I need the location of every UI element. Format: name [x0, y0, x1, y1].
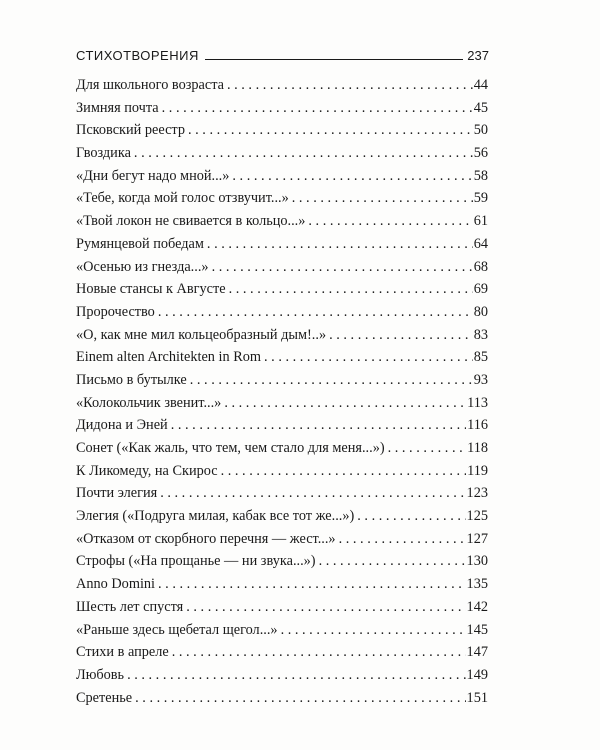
toc-entry	[76, 327, 488, 350]
toc-entry	[76, 190, 488, 213]
dot-leader	[388, 440, 466, 457]
toc-entry-page: 69	[473, 281, 488, 298]
dot-leader	[127, 667, 465, 684]
toc-entry-page: 142	[466, 598, 488, 615]
running-header	[76, 44, 489, 66]
toc-entry-page: 147	[466, 644, 488, 661]
toc-entry	[76, 304, 488, 327]
dot-leader	[186, 599, 465, 616]
toc-entry	[76, 576, 488, 599]
table-of-contents	[76, 77, 488, 712]
toc-entry-title: Шесть лет спустя	[76, 598, 184, 615]
dot-leader	[227, 77, 473, 94]
toc-entry-page: 83	[473, 326, 488, 343]
toc-entry	[76, 100, 488, 123]
toc-entry-page: 116	[467, 417, 488, 434]
toc-entry	[76, 372, 488, 395]
toc-entry-page: 61	[473, 213, 488, 230]
toc-entry-page: 151	[466, 689, 488, 706]
toc-entry-page: 44	[473, 77, 488, 93]
toc-entry-title: «Отказом от скорбного перечня — жест...»	[76, 530, 336, 547]
toc-entry-page: 113	[467, 394, 488, 411]
toc-entry-page: 58	[473, 167, 488, 184]
toc-entry-title: «Тебе, когда мой голос отзвучит...»	[76, 190, 289, 207]
toc-entry-title: Псковский реестр	[76, 122, 185, 139]
dot-leader	[292, 190, 473, 207]
dot-leader	[134, 145, 473, 162]
dot-leader	[158, 304, 473, 321]
toc-entry-page: 80	[473, 303, 488, 320]
toc-entry	[76, 508, 488, 531]
toc-entry	[76, 122, 488, 145]
toc-entry	[76, 599, 488, 622]
dot-leader	[229, 281, 473, 298]
toc-entry-title: Гвоздика	[76, 145, 131, 162]
dot-leader	[357, 508, 465, 525]
header-rule	[205, 59, 463, 60]
toc-entry-title: Anno Domini	[76, 576, 156, 593]
toc-entry	[76, 553, 488, 576]
toc-entry-title: «Колокольчик звенит...»	[76, 394, 222, 411]
toc-entry	[76, 417, 488, 440]
page-number: 237	[467, 48, 489, 63]
toc-entry-title: «Дни бегут надо мной...»	[76, 167, 230, 184]
toc-entry	[76, 644, 488, 667]
toc-entry-page: 85	[473, 349, 488, 366]
toc-entry	[76, 349, 488, 372]
dot-leader	[171, 417, 466, 434]
toc-entry-page: 64	[473, 235, 488, 252]
dot-leader	[308, 213, 472, 230]
dot-leader	[207, 236, 473, 253]
dot-leader	[160, 485, 465, 502]
dot-leader	[221, 463, 466, 480]
toc-entry	[76, 145, 488, 168]
toc-entry-page: 125	[466, 508, 488, 525]
toc-entry-page: 93	[473, 371, 488, 388]
toc-entry-title: Румянцевой победам	[76, 235, 204, 252]
dot-leader	[319, 553, 466, 570]
toc-entry	[76, 622, 488, 645]
toc-entry-title: «О, как мне мил кольцеобразный дым!..»	[76, 326, 327, 343]
toc-entry	[76, 168, 488, 191]
toc-entry-page: 59	[473, 190, 488, 207]
toc-entry-title: Сретенье	[76, 689, 133, 706]
toc-entry	[76, 259, 488, 282]
toc-entry-page: 118	[467, 440, 488, 456]
section-title: СТИХОТВОРЕНИЯ	[76, 48, 199, 63]
toc-entry-page: 119	[467, 462, 488, 479]
toc-entry-page: 56	[473, 145, 488, 162]
dot-leader	[162, 100, 473, 117]
toc-entry-title: Любовь	[76, 666, 125, 683]
toc-entry-title: Пророчество	[76, 303, 155, 320]
toc-entry-page: 145	[466, 621, 488, 638]
toc-entry-title: Дидона и Эней	[76, 417, 168, 434]
toc-entry-title: Сонет («Как жаль, что тем, чем стало для меня...»)	[76, 440, 385, 456]
dot-leader	[232, 168, 472, 185]
toc-entry	[76, 395, 488, 418]
toc-entry-page: 45	[473, 99, 488, 116]
toc-entry-title: К Ликомеду, на Скирос	[76, 462, 218, 479]
dot-leader	[224, 395, 466, 412]
toc-entry-page: 149	[466, 666, 488, 683]
toc-entry-title: Einem alten Architekten in Rom	[76, 349, 262, 366]
toc-entry	[76, 667, 488, 690]
toc-entry-title: Письмо в бутылке	[76, 371, 187, 388]
dot-leader	[188, 122, 473, 139]
toc-entry-page: 50	[473, 122, 488, 139]
dot-leader	[158, 576, 466, 593]
toc-entry-page: 127	[466, 530, 488, 547]
dot-leader	[329, 327, 473, 344]
toc-entry-page: 135	[466, 576, 488, 593]
toc-entry-page: 130	[466, 553, 488, 570]
toc-entry	[76, 690, 488, 713]
dot-leader	[135, 690, 465, 707]
toc-entry-title: Зимняя почта	[76, 99, 159, 116]
dot-leader	[281, 622, 466, 639]
toc-entry-title: «Раньше здесь щебетал щегол...»	[76, 621, 278, 638]
toc-entry-title: «Твой локон не свивается в кольцо...»	[76, 213, 306, 230]
toc-entry-title: Для школьного возраста	[76, 77, 224, 93]
toc-entry	[76, 281, 488, 304]
dot-leader	[190, 372, 473, 389]
toc-entry	[76, 213, 488, 236]
toc-entry	[76, 463, 488, 486]
toc-entry-title: Стихи в апреле	[76, 644, 169, 661]
toc-entry	[76, 485, 488, 508]
toc-entry-title: Элегия («Подруга милая, кабак все тот же...»)	[76, 508, 355, 525]
toc-entry-title: Новые стансы к Августе	[76, 281, 226, 298]
toc-entry-page: 68	[473, 258, 488, 275]
toc-entry-title: Почти элегия	[76, 485, 158, 502]
dot-leader	[172, 644, 466, 661]
toc-entry	[76, 531, 488, 554]
toc-entry-title: Строфы («На прощанье — ни звука...»)	[76, 553, 316, 570]
dot-leader	[339, 531, 466, 548]
dot-leader	[212, 259, 473, 276]
toc-entry	[76, 236, 488, 259]
dot-leader	[264, 349, 473, 366]
toc-entry-title: «Осенью из гнезда...»	[76, 258, 209, 275]
toc-entry	[76, 77, 488, 100]
toc-entry-page: 123	[466, 485, 488, 502]
toc-entry	[76, 440, 488, 463]
